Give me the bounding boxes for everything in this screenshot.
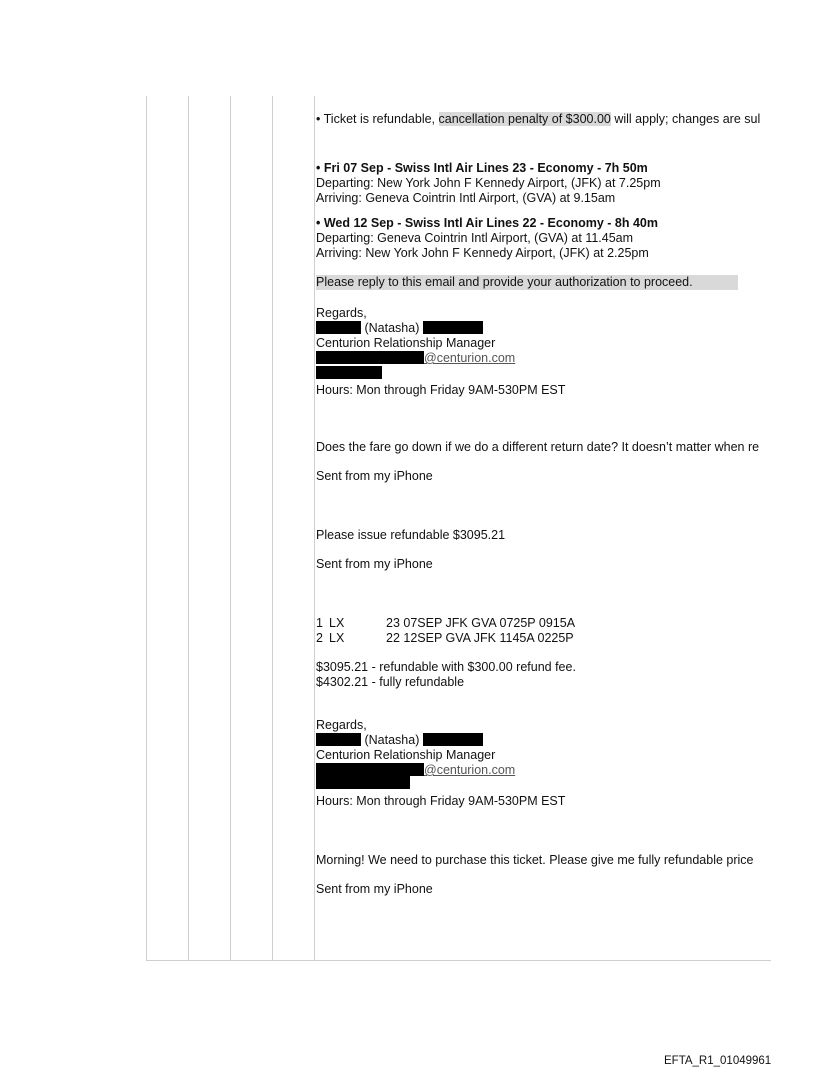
sent-from-iphone: Sent from my iPhone xyxy=(316,557,433,571)
flight-1-departing: Departing: New York John F Kennedy Airport, (JFK) at 7.25pm xyxy=(316,176,661,190)
column-rule-2 xyxy=(188,96,189,960)
fare-question: Does the fare go down if we do a different return date? It doesn’t matter when re xyxy=(316,440,760,454)
redaction-block xyxy=(316,763,424,776)
flight-2-arriving: Arriving: New York John F Kennedy Airport, (JFK) at 2.25pm xyxy=(316,246,649,260)
signature-regards: Regards, xyxy=(316,306,367,320)
column-rule-3 xyxy=(230,96,231,960)
table-bottom-rule xyxy=(146,960,771,961)
signature-role: Centurion Relationship Manager xyxy=(316,748,496,762)
signature-role: Centurion Relationship Manager xyxy=(316,336,496,350)
signature-redaction-line xyxy=(316,366,816,381)
flight-2-departing: Departing: Geneva Cointrin Intl Airport, (GVA) at 11.45am xyxy=(316,231,634,245)
redaction-block xyxy=(423,733,483,746)
issue-request: Please issue refundable $3095.21 xyxy=(316,528,506,542)
email-thread xyxy=(316,112,816,897)
signature-hours: Hours: Mon through Friday 9AM-530PM EST xyxy=(316,383,566,397)
signature-name-line: (Natasha) xyxy=(316,321,816,336)
penalty-highlight: cancellation penalty of $300.00 xyxy=(438,112,611,126)
signature-name-line: (Natasha) xyxy=(316,733,816,748)
flight-1-arriving: Arriving: Geneva Cointrin Intl Airport, (GVA) at 9.15am xyxy=(316,191,616,205)
authorization-request: Please reply to this email and provide your authorization to proceed. xyxy=(316,275,816,290)
column-rule-4 xyxy=(272,96,273,960)
signature-hours: Hours: Mon through Friday 9AM-530PM EST xyxy=(316,794,566,808)
sent-from-iphone: Sent from my iPhone xyxy=(316,882,433,896)
redaction-block xyxy=(316,321,361,334)
flight-2-title: • Wed 12 Sep - Swiss Intl Air Lines 22 - Economy - 8h 40m xyxy=(316,216,658,230)
signature-regards: Regards, xyxy=(316,718,367,732)
fare-option-fully-refundable: $4302.21 - fully refundable xyxy=(316,675,465,689)
redaction-block xyxy=(316,351,424,364)
redaction-block xyxy=(316,733,361,746)
itinerary-row: 2 LX 22 12SEP GVA JFK 1145A 0225P xyxy=(316,631,574,645)
redaction-block xyxy=(316,366,382,379)
refund-notice: • Ticket is refundable, cancellation penalty of $300.00 will apply; changes are sul xyxy=(316,112,761,126)
email-link[interactable]: @centurion.com xyxy=(424,351,516,365)
redaction-block xyxy=(316,776,410,789)
sent-from-iphone: Sent from my iPhone xyxy=(316,469,433,483)
fare-option-refundable-fee: $3095.21 - refundable with $300.00 refund fee. xyxy=(316,660,576,674)
column-rule-1 xyxy=(146,96,147,960)
email-link[interactable]: @centurion.com xyxy=(424,763,516,777)
flight-1-title: • Fri 07 Sep - Swiss Intl Air Lines 23 - Economy - 7h 50m xyxy=(316,161,648,175)
column-rule-5 xyxy=(314,96,315,960)
redaction-block xyxy=(423,321,483,334)
itinerary-row: 1 LX 23 07SEP JFK GVA 0725P 0915A xyxy=(316,616,576,630)
purchase-request: Morning! We need to purchase this ticket. Please give me fully refundable price xyxy=(316,853,754,867)
document-id: EFTA_R1_01049961 xyxy=(664,1055,772,1067)
signature-email-line xyxy=(316,351,816,366)
